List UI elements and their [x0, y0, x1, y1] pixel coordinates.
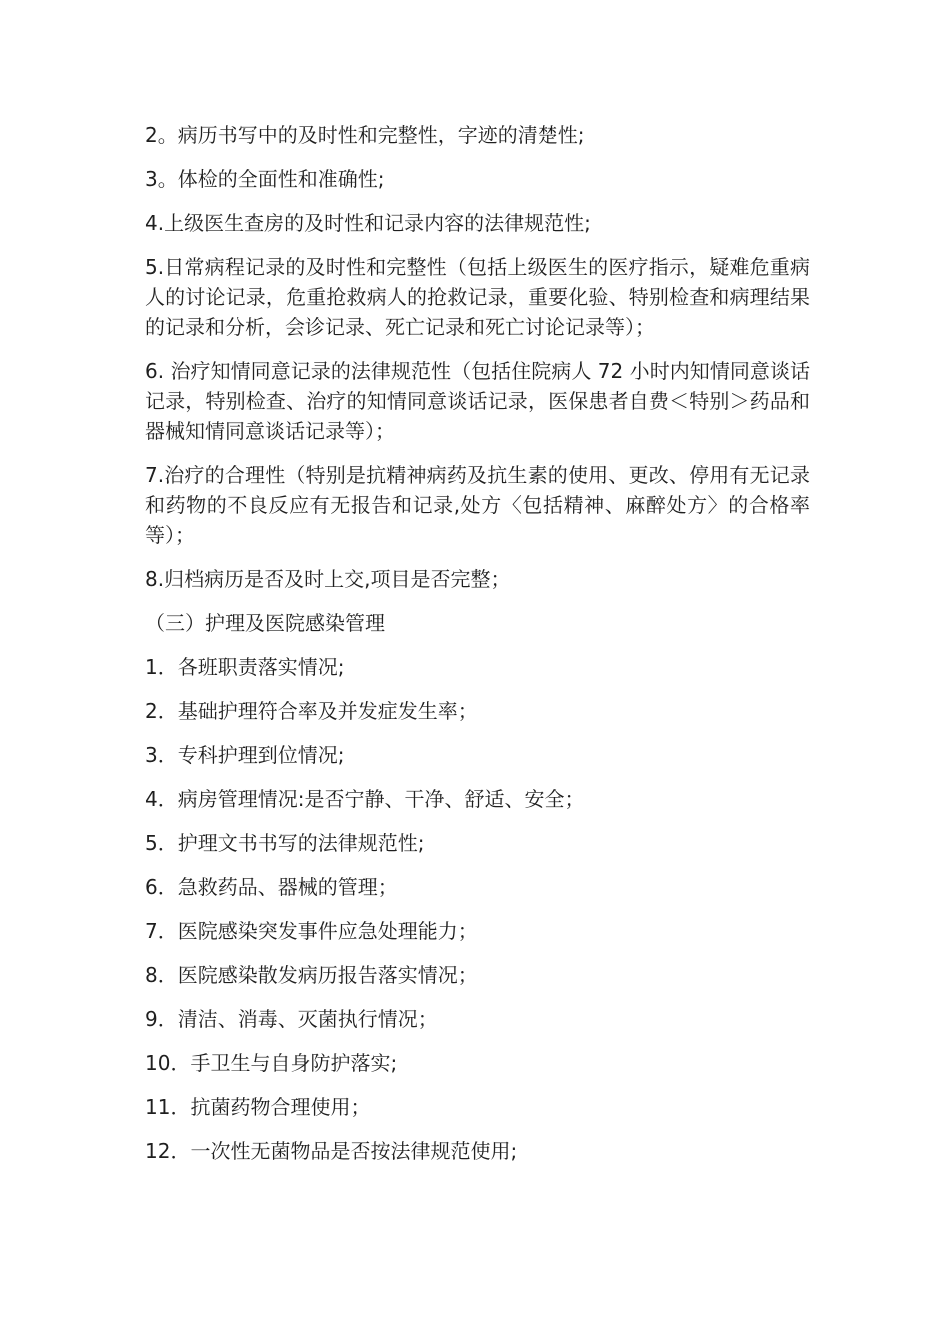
list-item-4: 4．病房管理情况:是否宁静、干净、舒适、安全； — [145, 787, 585, 811]
list-item-10: 10．手卫生与自身防护落实; — [145, 1051, 398, 1075]
list-item-2: 2．基础护理符合率及并发症发生率； — [145, 699, 478, 723]
paragraph-item-4: 4.上级医生查房的及时性和记录内容的法律规范性; — [145, 211, 591, 235]
paragraph-item-7: 7.治疗的合理性（特别是抗精神病药及抗生素的使用、更改、停用有无记录和药物的不良反应有无报告和记录,处方〈包括精神、麻醉处方〉的合格率等）； — [145, 463, 810, 547]
paragraph-item-8: 8.归档病历是否及时上交,项目是否完整； — [145, 567, 511, 591]
paragraph-item-2: 2。病历书写中的及时性和完整性，字迹的清楚性; — [145, 123, 585, 147]
list-item-1: 1．各班职责落实情况; — [145, 655, 345, 679]
paragraph-item-3: 3。体检的全面性和准确性; — [145, 167, 385, 191]
list-item-5: 5．护理文书书写的法律规范性; — [145, 831, 425, 855]
list-item-12: 12．一次性无菌物品是否按法律规范使用; — [145, 1139, 518, 1163]
section-heading-nursing: （三）护理及医院感染管理 — [145, 611, 385, 635]
list-item-8: 8．医院感染散发病历报告落实情况； — [145, 963, 478, 987]
list-item-6: 6．急救药品、器械的管理； — [145, 875, 398, 899]
list-item-3: 3．专科护理到位情况; — [145, 743, 345, 767]
list-item-7: 7．医院感染突发事件应急处理能力； — [145, 919, 478, 943]
paragraph-item-6: 6. 治疗知情同意记录的法律规范性（包括住院病人 72 小时内知情同意谈话记录，特别检查、治疗的知情同意谈话记录，医保患者自费＜特别＞药品和器械知情同意谈话记录等）； — [145, 359, 810, 443]
list-item-11: 11．抗菌药物合理使用； — [145, 1095, 371, 1119]
list-item-9: 9．清洁、消毒、灭菌执行情况； — [145, 1007, 438, 1031]
paragraph-item-5: 5.日常病程记录的及时性和完整性（包括上级医生的医疗指示，疑难危重病人的讨论记录，危重抢救病人的抢救记录，重要化验、特别检查和病理结果的记录和分析，会诊记录、死亡记录和死亡讨论记录等）； — [145, 255, 810, 339]
document-body — [145, 120, 810, 1180]
